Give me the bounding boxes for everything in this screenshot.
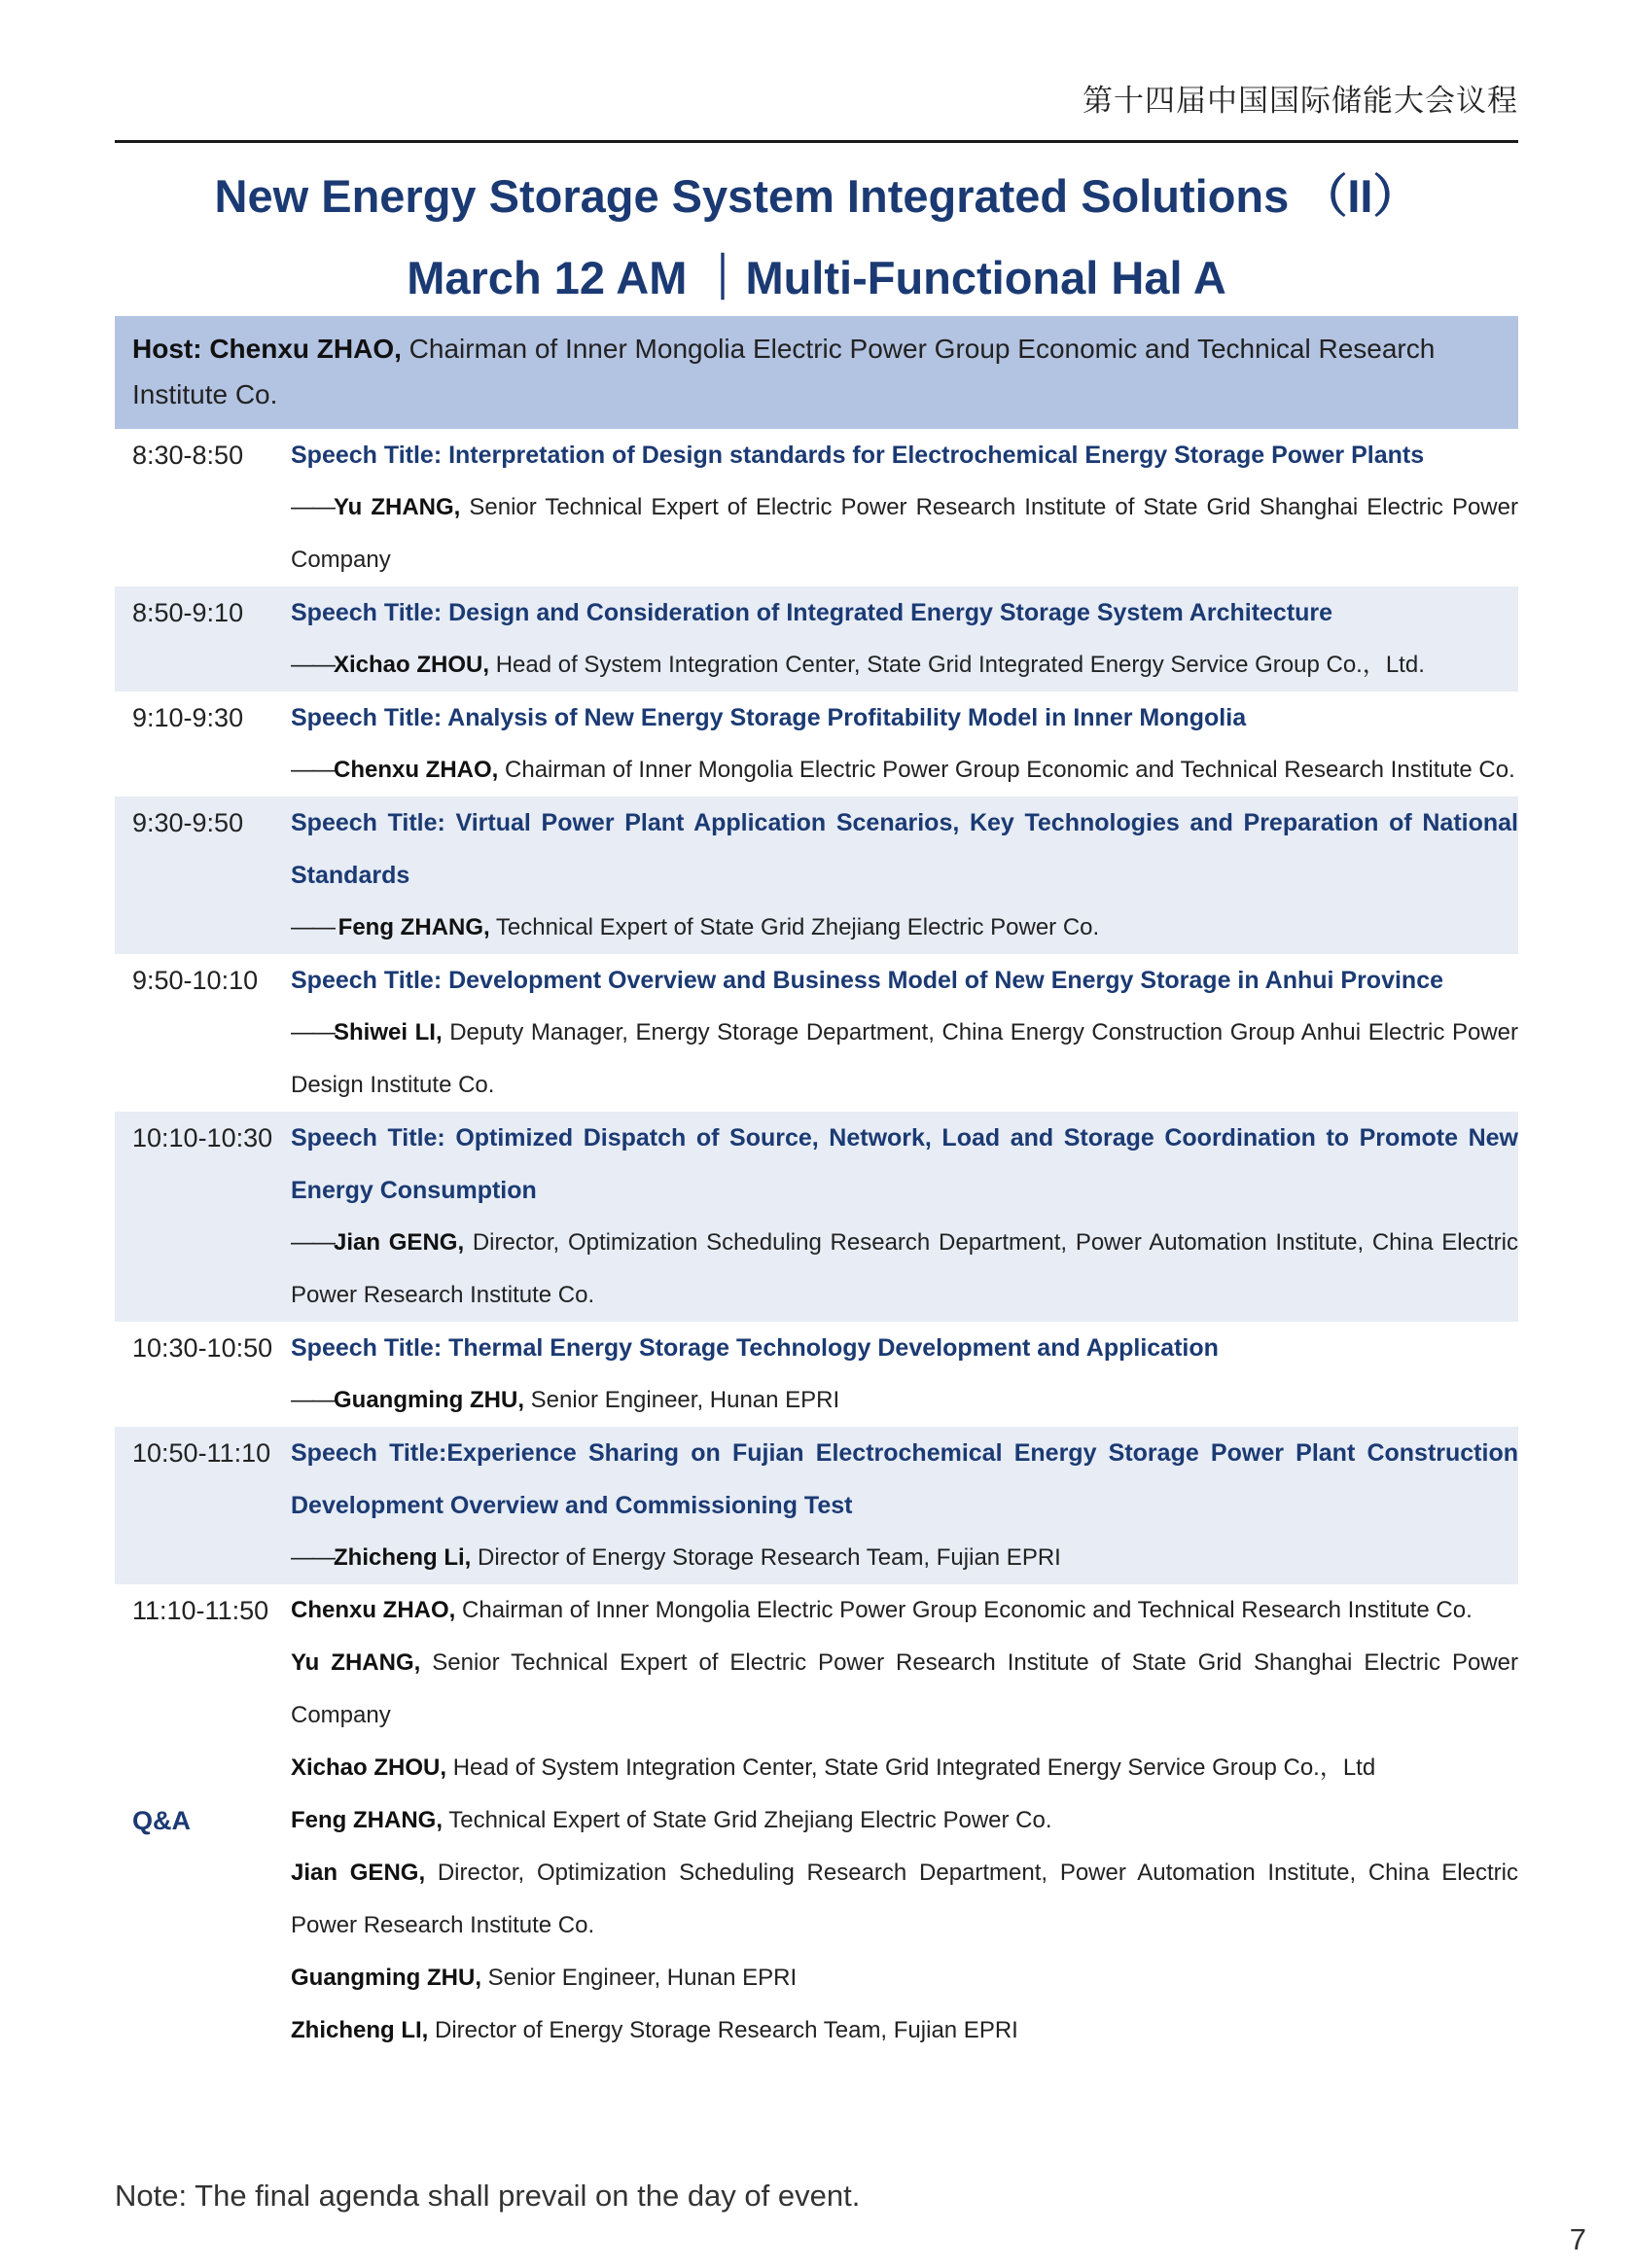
speaker-line xyxy=(291,744,1518,797)
speech-title: Speech Title: Optimized Dispatch of Source, Network, Load and Storage Coordination to Promote New Energy Consumption xyxy=(291,1124,1518,1204)
qa-panelist-list xyxy=(291,1584,1518,2057)
panelist-affiliation: Senior Engineer, Hunan EPRI xyxy=(480,1965,798,1991)
footer-note: Note: The final agenda shall prevail on the day of event. xyxy=(115,2179,861,2213)
session-row xyxy=(115,797,1518,954)
page-number: 7 xyxy=(1569,2222,1586,2256)
session-content xyxy=(291,1427,1518,1584)
panelist xyxy=(291,2004,1518,2057)
qa-time: 11:10-11:50 xyxy=(132,1596,269,1625)
session-content xyxy=(291,429,1518,586)
speech-title: Speech Title: Development Overview and Business Model of New Energy Storage in Anhui Province xyxy=(291,967,1444,994)
speaker-name: Zhicheng Li, xyxy=(334,1544,472,1571)
panelist-affiliation: Chairman of Inner Mongolia Electric Power Group Economic and Technical Research Institute Co. xyxy=(455,1597,1473,1623)
speaker-affiliation: Senior Technical Expert of Electric Power Research Institute of State Grid Shanghai Electric Power Company xyxy=(291,494,1518,573)
panelist-affiliation: Head of System Integration Center, State Grid Integrated Energy Service Group Co.，Ltd xyxy=(446,1754,1376,1781)
speaker-name: Feng ZHANG, xyxy=(337,914,490,940)
speaker-name: Guangming ZHU, xyxy=(334,1387,524,1413)
panelist-name: Feng ZHANG, xyxy=(291,1807,443,1833)
speaker-line xyxy=(291,639,1518,691)
speaker-dash: —— xyxy=(291,1544,334,1571)
speech-title: Speech Title:Experience Sharing on Fujian Electrochemical Energy Storage Power Plant Construction Development Overview and Commissioning Test xyxy=(291,1439,1518,1519)
session-time: 10:30-10:50 xyxy=(132,1333,273,1363)
session-list xyxy=(115,429,1518,1584)
session-time: 9:10-9:30 xyxy=(132,703,244,732)
panelist-affiliation: Director, Optimization Scheduling Research Department, Power Automation Institute, China Electric Power Research Institute Co. xyxy=(291,1860,1518,1938)
speaker-dash: —— xyxy=(291,1229,334,1256)
panelist-affiliation: Director of Energy Storage Research Team, Fujian EPRI xyxy=(428,2017,1018,2043)
speech-title: Speech Title: Thermal Energy Storage Technology Development and Application xyxy=(291,1334,1219,1362)
speech-title: Speech Title: Interpretation of Design standards for Electrochemical Energy Storage Power Plants xyxy=(291,442,1425,469)
speaker-dash: —— xyxy=(291,757,334,783)
speaker-name: Xichao ZHOU, xyxy=(334,652,490,678)
speaker-affiliation: Director of Energy Storage Research Team, Fujian EPRI xyxy=(471,1544,1061,1571)
speaker-name: Chenxu ZHAO, xyxy=(334,757,499,783)
speaker-line xyxy=(291,902,1518,954)
speech-title: Speech Title: Virtual Power Plant Application Scenarios, Key Technologies and Preparation of National Standards xyxy=(291,809,1518,889)
speaker-name: Jian GENG, xyxy=(334,1229,465,1256)
host-row xyxy=(115,316,1518,429)
session-row xyxy=(115,429,1518,586)
speaker-affiliation: Senior Engineer, Hunan EPRI xyxy=(523,1387,840,1413)
session-time: 8:50-9:10 xyxy=(132,598,244,627)
session-content xyxy=(291,954,1518,1112)
host-label: Host: Chenxu ZHAO, xyxy=(132,334,402,364)
session-time: 10:50-11:10 xyxy=(132,1438,271,1468)
host-affiliation: Chairman of Inner Mongolia Electric Power Group Economic and Technical Research Institute Co. xyxy=(132,334,1436,409)
session-time: 9:30-9:50 xyxy=(132,808,244,837)
speaker-line xyxy=(291,481,1518,586)
session-time: 8:30-8:50 xyxy=(132,441,244,470)
speaker-name: Shiwei LI, xyxy=(334,1019,443,1045)
session-title: New Energy Storage System Integrated Solutions （II） xyxy=(214,170,1419,222)
panelist-name: Yu ZHANG, xyxy=(291,1649,421,1676)
header-divider xyxy=(115,140,1518,143)
panelist xyxy=(291,1952,1518,2004)
speaker-line xyxy=(291,1007,1518,1112)
session-row xyxy=(115,586,1518,691)
qa-label: Q&A xyxy=(132,1806,191,1835)
session-date-venue: March 12 AM ｜Multi-Functional Hal A xyxy=(407,252,1226,303)
speaker-line xyxy=(291,1374,1518,1427)
panelist-name: Jian GENG, xyxy=(291,1860,426,1886)
speaker-affiliation: Head of System Integration Center, State Grid Integrated Energy Service Group Co.，Ltd. xyxy=(489,652,1425,678)
panelist-name: Guangming ZHU, xyxy=(291,1965,481,1991)
speaker-affiliation: Deputy Manager, Energy Storage Department, China Energy Construction Group Anhui Electric Power Design Institute Co. xyxy=(291,1019,1519,1098)
panelist-name: Zhicheng LI, xyxy=(291,2017,429,2043)
speaker-line xyxy=(291,1532,1518,1584)
speaker-affiliation: Director, Optimization Scheduling Research Department, Power Automation Institute, China Electric Power Research Institute Co. xyxy=(291,1229,1518,1308)
session-time: 10:10-10:30 xyxy=(132,1123,273,1152)
session-row xyxy=(115,691,1518,797)
session-row xyxy=(115,1112,1518,1322)
session-row xyxy=(115,1322,1518,1427)
speaker-affiliation: Technical Expert of State Grid Zhejiang Electric Power Co. xyxy=(489,914,1100,940)
panelist xyxy=(291,1637,1518,1742)
session-content xyxy=(291,797,1518,954)
panelist-name: Chenxu ZHAO, xyxy=(291,1597,456,1623)
speaker-dash: —— xyxy=(291,1387,334,1413)
session-row xyxy=(115,954,1518,1112)
panelist xyxy=(291,1742,1518,1794)
speaker-name: Yu ZHANG, xyxy=(334,494,461,520)
panelist xyxy=(291,1847,1518,1952)
qa-left-column xyxy=(115,1584,291,2057)
session-content xyxy=(291,1322,1518,1427)
speech-title: Speech Title: Analysis of New Energy Storage Profitability Model in Inner Mongolia xyxy=(291,704,1247,731)
speaker-dash: —— xyxy=(291,652,334,678)
panelist-name: Xichao ZHOU, xyxy=(291,1754,447,1781)
qa-row xyxy=(115,1584,1518,2057)
speaker-line xyxy=(291,1217,1518,1322)
session-content xyxy=(291,586,1518,691)
agenda-table xyxy=(115,316,1518,2057)
speech-title: Speech Title: Design and Consideration of Integrated Energy Storage System Architecture xyxy=(291,599,1333,626)
panelist xyxy=(291,1794,1518,1847)
panelist xyxy=(291,1584,1518,1637)
session-content xyxy=(291,691,1518,797)
session-time: 9:50-10:10 xyxy=(132,966,259,995)
speaker-dash: —— xyxy=(291,494,334,520)
running-header: 第十四届中国国际储能大会议程 xyxy=(1083,84,1518,118)
panelist-affiliation: Senior Technical Expert of Electric Power Research Institute of State Grid Shanghai Electric Power Company xyxy=(291,1649,1518,1728)
panelist-affiliation: Technical Expert of State Grid Zhejiang Electric Power Co. xyxy=(443,1807,1052,1833)
page-title xyxy=(115,156,1518,319)
speaker-dash: —— xyxy=(291,1019,334,1045)
speaker-dash: —— xyxy=(291,914,338,940)
session-content xyxy=(291,1112,1518,1322)
session-row xyxy=(115,1427,1518,1584)
speaker-affiliation: Chairman of Inner Mongolia Electric Power Group Economic and Technical Research Institute Co. xyxy=(498,757,1515,783)
